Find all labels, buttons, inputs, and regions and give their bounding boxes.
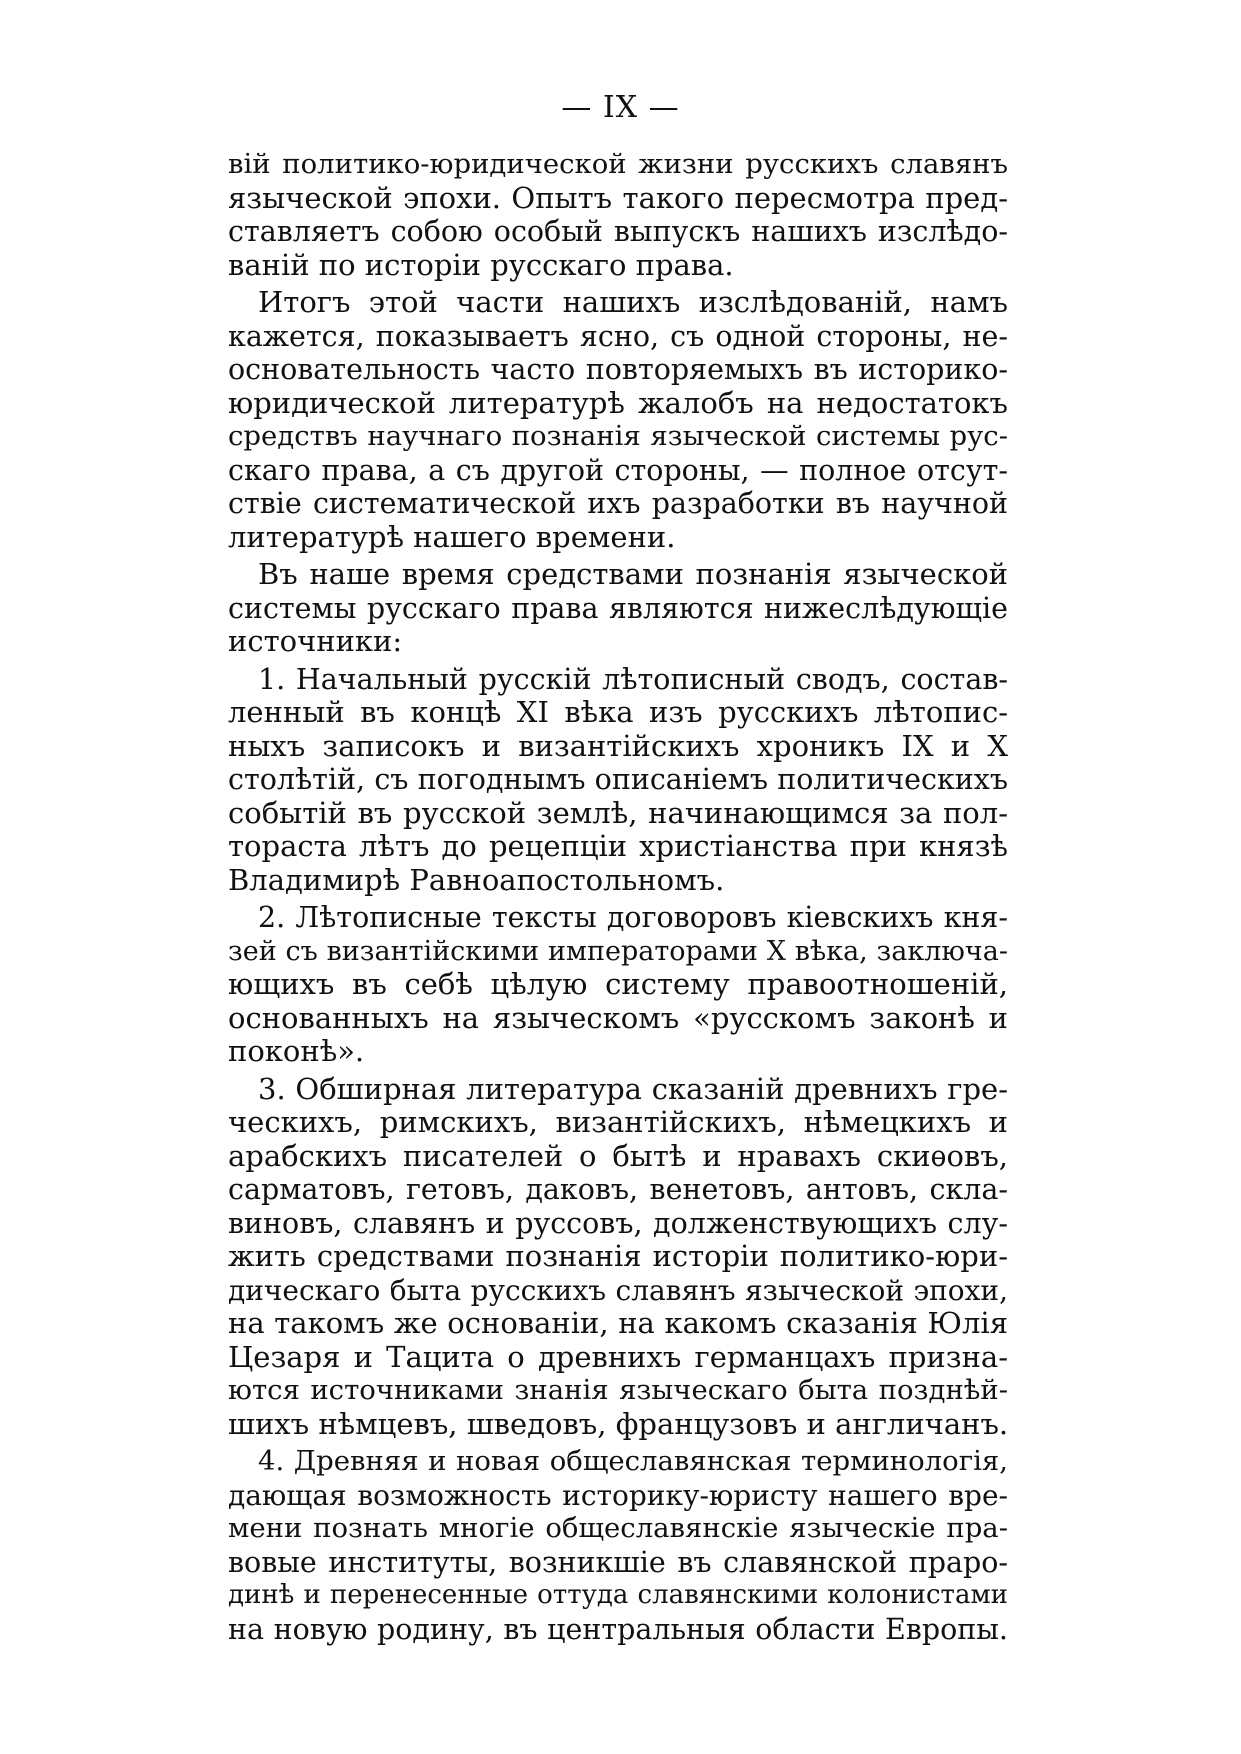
text-line: источники: bbox=[228, 624, 403, 658]
text-line: Владимирѣ Равноапостольномъ. bbox=[228, 862, 725, 897]
text-line: динѣ и перенесенные оттуда славянскими колонистами bbox=[228, 1580, 1008, 1610]
text-line: ческихъ, римскихъ, византійскихъ, нѣмецкихъ и bbox=[228, 1105, 1008, 1139]
text-line: кажется, показываетъ ясно, съ одной стороны, не- bbox=[228, 319, 1008, 353]
text-line: жить средствами познанія исторіи политико-юри- bbox=[228, 1239, 1008, 1273]
text-line: ствіе систематической ихъ разработки въ научной bbox=[228, 487, 1008, 520]
text-line: вовые институты, возникшіе въ славянской прaро- bbox=[228, 1545, 1008, 1579]
text-line: тораста лѣтъ до рецепціи христіанства при князѣ bbox=[228, 829, 1008, 863]
text-line: ются источниками знанія языческаго быта позднѣй- bbox=[228, 1374, 1008, 1406]
text-line: столѣтій, съ погоднымъ описаніемъ политическихъ bbox=[228, 763, 1008, 796]
text-line: 2. Лѣтописные тексты договоровъ кіевскихъ кня- bbox=[258, 901, 1008, 934]
text-line: скаго права, а съ другой стороны, — полное отсут- bbox=[228, 453, 1008, 487]
text-line: средствъ научнаго познанія языческой системы рус- bbox=[228, 420, 1008, 452]
text-line: дающая возможность историку-юристу нашего вре- bbox=[228, 1478, 1008, 1512]
page-number: — IX — bbox=[561, 90, 680, 125]
text-line: арабскихъ писателей о бытѣ и нравахъ скиѳовъ, bbox=[228, 1138, 1008, 1173]
text-line: Итогъ этой части нашихъ изслѣдованій, намъ bbox=[258, 285, 1008, 319]
text-line: ставляетъ собою особый выпускъ нашихъ изслѣдо- bbox=[228, 215, 1008, 248]
text-line: на новую родину, въ центральныя области Европы. bbox=[228, 1612, 1008, 1646]
text-line: системы русскаго права являются нижеслѣдующіе bbox=[228, 591, 1008, 625]
paragraph-sources-intro bbox=[228, 558, 1008, 659]
text-line: основательность часто повторяемыхъ въ историко- bbox=[228, 353, 1008, 386]
text-line: виновъ, славянъ и руссовъ, долженствующихъ слу- bbox=[228, 1206, 1008, 1240]
text-line: языческой эпохи. Опытъ такого пересмотра пред- bbox=[228, 180, 1008, 215]
text-line: Цезаря и Тацита о древнихъ германцахъ призна- bbox=[228, 1339, 1008, 1374]
text-line: вій политико-юридической жизни русскихъ славянъ bbox=[228, 148, 1008, 180]
paragraph-continuation bbox=[228, 148, 1008, 282]
text-line: событій въ русской землѣ, начинающимся за пол- bbox=[228, 795, 1008, 830]
text-line: сарматовъ, гетовъ, даковъ, венетовъ, антовъ, скла- bbox=[228, 1173, 1008, 1206]
text-line: поконѣ». bbox=[228, 1034, 365, 1068]
text-line: 4. Древняя и новая общеславянская терминологія, bbox=[258, 1445, 1008, 1477]
list-item-source-1 bbox=[228, 663, 1008, 898]
text-line: 3. Обширная литература сказаній древнихъ гре- bbox=[258, 1071, 1008, 1106]
text-line: 1. Начальный русскій лѣтописный сводъ, состав- bbox=[258, 662, 1008, 696]
text-line: шихъ нѣмцевъ, шведовъ, французовъ и англичанъ. bbox=[228, 1406, 1009, 1441]
paragraph-summary bbox=[228, 286, 1008, 554]
list-item-source-2 bbox=[228, 901, 1008, 1069]
text-line: основанныхъ на языческомъ «русскомъ законѣ и bbox=[228, 1000, 1008, 1035]
text-line: зей съ византійскими императорами X вѣка, заключа- bbox=[228, 935, 1008, 967]
text-line: ющихъ въ себѣ цѣлую систему правоотношеній, bbox=[228, 967, 1008, 1001]
text-line: литературѣ нашего времени. bbox=[228, 519, 676, 554]
text-line: ленный въ концѣ XI вѣка изъ русскихъ лѣтопис- bbox=[228, 695, 1008, 729]
text-line: на такомъ же основаніи, на какомъ сказанія Юлія bbox=[228, 1306, 1008, 1340]
text-line: ваній по исторіи русскаго права. bbox=[228, 247, 734, 282]
text-line: ныхъ записокъ и византійскихъ хроникъ IX и X bbox=[228, 728, 1008, 763]
text-line: Въ наше время средствами познанія языческой bbox=[258, 557, 1008, 591]
text-line: юридической литературѣ жалобъ на недостатокъ bbox=[228, 385, 1008, 420]
text-line: мени познать многіе общеславянскіе языческіе пра- bbox=[228, 1512, 1008, 1544]
list-item-source-3 bbox=[228, 1073, 1008, 1442]
list-item-source-4 bbox=[228, 1445, 1008, 1646]
body-text bbox=[228, 148, 1008, 1646]
text-line: дическаго быта русскихъ славянъ языческой эпохи, bbox=[228, 1273, 1008, 1307]
